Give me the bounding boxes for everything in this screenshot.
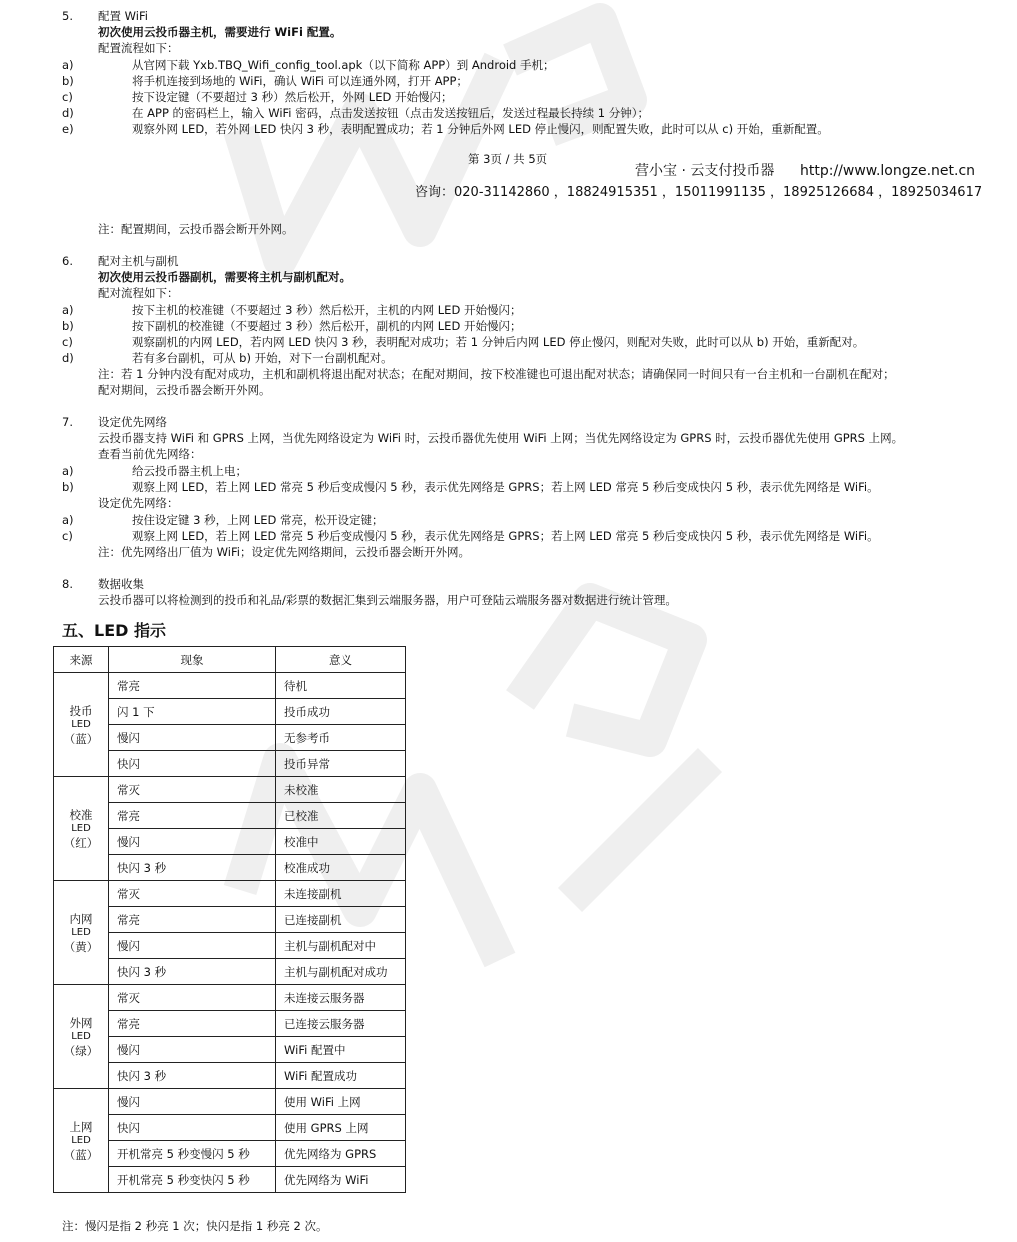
phenomenon-cell: 快闪 3 秒 bbox=[109, 1063, 276, 1089]
meaning-cell: 使用 WiFi 上网 bbox=[276, 1089, 406, 1115]
meaning-cell: WiFi 配置成功 bbox=[276, 1063, 406, 1089]
phenomenon-cell: 快闪 bbox=[109, 1115, 276, 1141]
table-header-row bbox=[54, 647, 406, 673]
step-text: 若有多台副机，可从 b) 开始，对下一台副机配对。 bbox=[132, 351, 393, 365]
section-6-intro: 配对流程如下： bbox=[98, 286, 179, 300]
led-source-sub: LED bbox=[71, 1134, 91, 1146]
step-letter: d) bbox=[62, 106, 74, 120]
section-8-desc: 云投币器可以将检测到的投币和礼品/彩票的数据汇集到云端服务器，用户可登陆云端服务器对数据进行统计管理。 bbox=[98, 593, 677, 607]
meaning-cell: 投币成功 bbox=[276, 699, 406, 725]
meaning-cell: 投币异常 bbox=[276, 751, 406, 777]
phenomenon-cell: 常亮 bbox=[109, 1011, 276, 1037]
led-table bbox=[53, 646, 406, 1193]
meaning-cell: 已校准 bbox=[276, 803, 406, 829]
step-text: 观察上网 LED，若上网 LED 常亮 5 秒后变成慢闪 5 秒，表示优先网络是 GPRS；若上网 LED 常亮 5 秒后变成快闪 5 秒，表示优先网络是 WiFi。 bbox=[132, 529, 879, 543]
led-source-color: （红） bbox=[63, 835, 99, 850]
section-7-desc: 云投币器支持 WiFi 和 GPRS 上网，当优先网络设定为 WiFi 时，云投币器优先使用 WiFi 上网；当优先网络设定为 GPRS 时，云投币器优先使用 GPRS 上网。 bbox=[98, 431, 904, 445]
section-8-number: 8. bbox=[62, 577, 73, 591]
column-header: 意义 bbox=[276, 647, 406, 673]
phenomenon-cell: 开机常亮 5 秒变快闪 5 秒 bbox=[109, 1167, 276, 1193]
meaning-cell: 未连接副机 bbox=[276, 881, 406, 907]
phenomenon-cell: 快闪 bbox=[109, 751, 276, 777]
led-source-name: 校准 bbox=[69, 807, 93, 822]
led-table-body bbox=[54, 673, 406, 1193]
meaning-cell: 主机与副机配对中 bbox=[276, 933, 406, 959]
step-text: 观察上网 LED，若上网 LED 常亮 5 秒后变成慢闪 5 秒，表示优先网络是 GPRS；若上网 LED 常亮 5 秒后变成快闪 5 秒，表示优先网络是 WiFi。 bbox=[132, 480, 879, 494]
step-text: 按住设定键 3 秒，上网 LED 常亮，松开设定键； bbox=[132, 513, 384, 527]
section-5-bold-note: 初次使用云投币器主机，需要进行 WiFi 配置。 bbox=[98, 25, 342, 39]
table-row bbox=[54, 777, 406, 803]
section-7-note: 注：优先网络出厂值为 WiFi；设定优先网络期间，云投币器会断开外网。 bbox=[98, 545, 470, 559]
company-name: 营小宝 · 云支付投币器 bbox=[635, 163, 775, 179]
section-7-check-title: 查看当前优先网络： bbox=[98, 447, 202, 461]
section-6-number: 6. bbox=[62, 254, 73, 268]
step-letter: b) bbox=[62, 74, 74, 88]
step-letter: a) bbox=[62, 513, 74, 527]
meaning-cell: 无参考币 bbox=[276, 725, 406, 751]
phenomenon-cell: 快闪 3 秒 bbox=[109, 855, 276, 881]
led-source-sub: LED bbox=[71, 926, 91, 938]
page-number: 第 3页 / 共 5页 bbox=[468, 152, 548, 166]
meaning-cell: 已连接副机 bbox=[276, 907, 406, 933]
phenomenon-cell: 开机常亮 5 秒变慢闪 5 秒 bbox=[109, 1141, 276, 1167]
led-source-name: 外网 bbox=[69, 1015, 93, 1030]
step-letter: a) bbox=[62, 303, 74, 317]
step-text: 按下副机的校准键（不要超过 3 秒）然后松开，副机的内网 LED 开始慢闪； bbox=[132, 319, 522, 333]
meaning-cell: 校准中 bbox=[276, 829, 406, 855]
step-text: 将手机连接到场地的 WiFi，确认 WiFi 可以连通外网，打开 APP； bbox=[132, 74, 468, 88]
led-source-cell bbox=[54, 985, 109, 1089]
phenomenon-cell: 慢闪 bbox=[109, 1037, 276, 1063]
section-6-note-2: 配对期间，云投币器会断开外网。 bbox=[98, 383, 271, 397]
section-7-set-title: 设定优先网络： bbox=[98, 496, 179, 510]
step-text: 给云投币器主机上电； bbox=[132, 464, 247, 478]
led-source-color: （黄） bbox=[63, 939, 99, 954]
section-6-title: 配对主机与副机 bbox=[98, 254, 179, 268]
meaning-cell: 已连接云服务器 bbox=[276, 1011, 406, 1037]
step-text: 从官网下载 Yxb.TBQ_Wifi_config_tool.apk（以下简称 APP）到 Android 手机； bbox=[132, 58, 555, 72]
meaning-cell: 主机与副机配对成功 bbox=[276, 959, 406, 985]
step-letter: b) bbox=[62, 480, 74, 494]
led-source-color: （绿） bbox=[63, 1043, 99, 1058]
phenomenon-cell: 慢闪 bbox=[109, 829, 276, 855]
step-letter: c) bbox=[62, 90, 73, 104]
step-letter: c) bbox=[62, 529, 73, 543]
table-row bbox=[54, 985, 406, 1011]
step-text: 在 APP 的密码栏上，输入 WiFi 密码，点击发送按钮（点击发送按钮后，发送过程最长持续 1 分钟）； bbox=[132, 106, 650, 120]
meaning-cell: 未连接云服务器 bbox=[276, 985, 406, 1011]
section-5-number: 5. bbox=[62, 9, 73, 23]
column-header: 现象 bbox=[109, 647, 276, 673]
section-5-note: 注：配置期间，云投币器会断开外网。 bbox=[98, 222, 294, 236]
led-source-sub: LED bbox=[71, 822, 91, 834]
table-row bbox=[54, 1089, 406, 1115]
led-source-name: 内网 bbox=[69, 911, 93, 926]
step-letter: d) bbox=[62, 351, 74, 365]
meaning-cell: 校准成功 bbox=[276, 855, 406, 881]
meaning-cell: 优先网络为 GPRS bbox=[276, 1141, 406, 1167]
led-source-sub: LED bbox=[71, 718, 91, 730]
phenomenon-cell: 常灭 bbox=[109, 985, 276, 1011]
led-source-name: 投币 bbox=[69, 703, 93, 718]
section-6-bold-note: 初次使用云投币器副机，需要将主机与副机配对。 bbox=[98, 270, 351, 284]
contact-numbers: 咨询：020-31142860 ，18824915351 ，15011991135 ，18925126684 ，18925034617 bbox=[415, 185, 983, 200]
phenomenon-cell: 常亮 bbox=[109, 673, 276, 699]
phenomenon-cell: 闪 1 下 bbox=[109, 699, 276, 725]
section-7-title: 设定优先网络 bbox=[98, 415, 167, 429]
led-source-color: （蓝） bbox=[63, 1147, 99, 1162]
led-source-sub: LED bbox=[71, 1030, 91, 1042]
meaning-cell: 优先网络为 WiFi bbox=[276, 1167, 406, 1193]
led-source-cell bbox=[54, 881, 109, 985]
led-source-cell bbox=[54, 777, 109, 881]
phenomenon-cell: 常亮 bbox=[109, 803, 276, 829]
led-source-name: 上网 bbox=[69, 1119, 93, 1134]
meaning-cell: WiFi 配置中 bbox=[276, 1037, 406, 1063]
section-7-number: 7. bbox=[62, 415, 73, 429]
led-footnote: 注：慢闪是指 2 秒亮 1 次；快闪是指 1 秒亮 2 次。 bbox=[62, 1219, 328, 1233]
phenomenon-cell: 常灭 bbox=[109, 777, 276, 803]
column-header: 来源 bbox=[54, 647, 109, 673]
section-5-intro: 配置流程如下： bbox=[98, 41, 179, 55]
step-letter: a) bbox=[62, 464, 74, 478]
step-letter: a) bbox=[62, 58, 74, 72]
led-source-cell bbox=[54, 673, 109, 777]
section-8-title: 数据收集 bbox=[98, 577, 144, 591]
led-source-color: （蓝） bbox=[63, 731, 99, 746]
step-text: 按下设定键（不要超过 3 秒）然后松开，外网 LED 开始慢闪； bbox=[132, 90, 453, 104]
step-text: 观察外网 LED，若外网 LED 快闪 3 秒，表明配置成功；若 1 分钟后外网 LED 停止慢闪，则配置失败，此时可以从 c) 开始，重新配置。 bbox=[132, 122, 829, 136]
phenomenon-cell: 慢闪 bbox=[109, 725, 276, 751]
meaning-cell: 未校准 bbox=[276, 777, 406, 803]
led-section-title: 五、LED 指示 bbox=[62, 621, 166, 640]
step-text: 观察副机的内网 LED，若内网 LED 快闪 3 秒，表明配对成功；若 1 分钟后内网 LED 停止慢闪，则配对失败，此时可以从 b) 开始，重新配对。 bbox=[132, 335, 865, 349]
step-letter: b) bbox=[62, 319, 74, 333]
meaning-cell: 使用 GPRS 上网 bbox=[276, 1115, 406, 1141]
meaning-cell: 待机 bbox=[276, 673, 406, 699]
phenomenon-cell: 快闪 3 秒 bbox=[109, 959, 276, 985]
section-6-note-1: 注：若 1 分钟内没有配对成功，主机和副机将退出配对状态；在配对期间，按下校准键也可退出配对状态；请确保同一时间只有一台主机和一台副机在配对； bbox=[98, 367, 895, 381]
company-url: http://www.longze.net.cn bbox=[800, 163, 976, 179]
phenomenon-cell: 常亮 bbox=[109, 907, 276, 933]
phenomenon-cell: 常灭 bbox=[109, 881, 276, 907]
step-letter: c) bbox=[62, 335, 73, 349]
section-5-title: 配置 WiFi bbox=[98, 9, 148, 23]
step-letter: e) bbox=[62, 122, 74, 136]
phenomenon-cell: 慢闪 bbox=[109, 933, 276, 959]
phenomenon-cell: 慢闪 bbox=[109, 1089, 276, 1115]
led-source-cell bbox=[54, 1089, 109, 1193]
table-row bbox=[54, 881, 406, 907]
step-text: 按下主机的校准键（不要超过 3 秒）然后松开，主机的内网 LED 开始慢闪； bbox=[132, 303, 522, 317]
table-row bbox=[54, 673, 406, 699]
